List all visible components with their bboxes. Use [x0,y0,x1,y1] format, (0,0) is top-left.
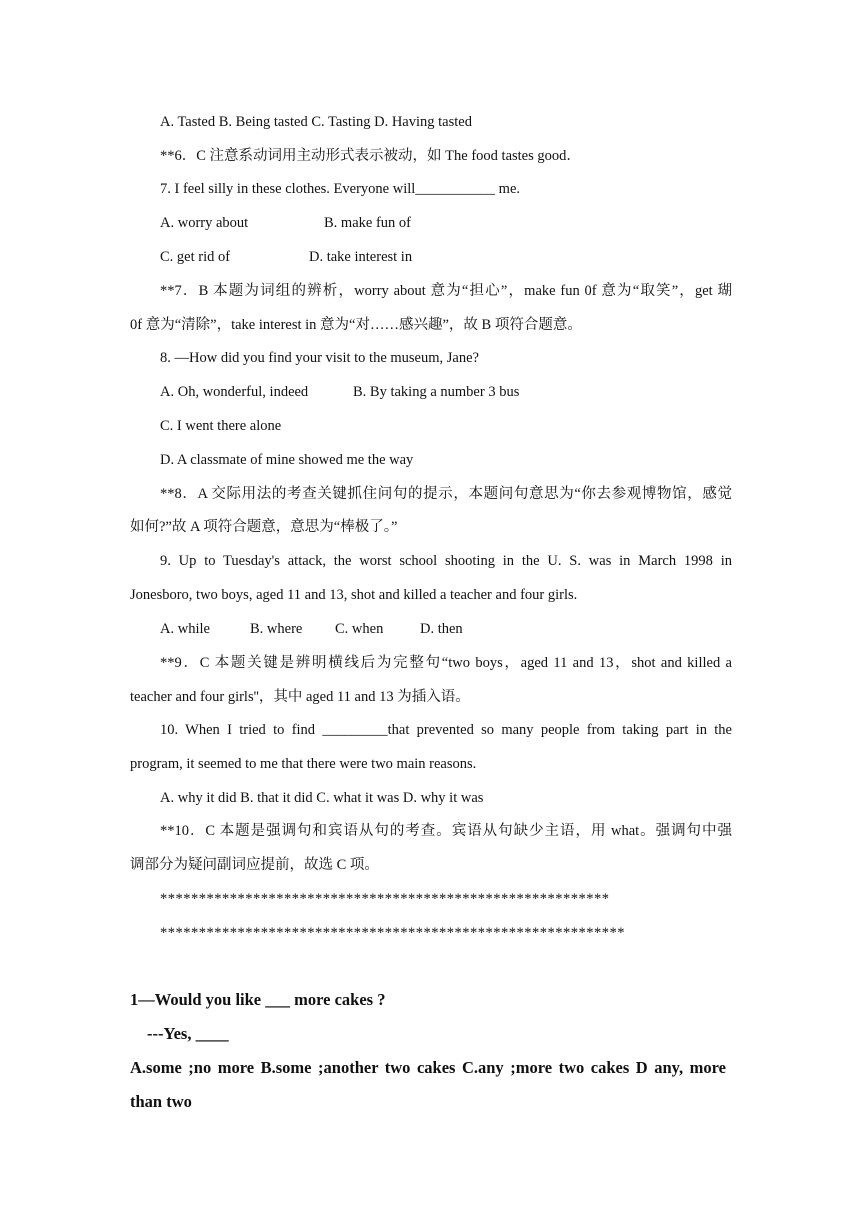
q9-question-line2: Jonesboro, two boys, aged 11 and 13, shot and killed a teacher and four girls. [130,587,578,603]
bold-q1-options-line2: than two [130,1092,192,1111]
q8-question: 8. —How did you find your visit to the museum, Jane? [160,350,479,366]
q10-explanation-line1: **10．C 本题是强调句和宾语从句的考查。宾语从句缺少主语，用 what。强调句中强 [160,823,732,839]
bold-q1-answer-line: ---Yes, ____ [147,1024,229,1043]
q9-option-a: A. while [160,621,210,637]
asterisk-divider-2: ************************************************************ [160,925,625,941]
q7-question: 7. I feel silly in these clothes. Everyone will___________ me. [160,181,521,197]
q9-question-line1: 9. Up to Tuesday's attack, the worst school shooting in the U. S. was in March 1998 in [160,553,732,569]
q10-options: A. why it did B. that it did C. what it was D. why it was [160,790,484,806]
q8-option-c: C. I went there alone [160,418,282,434]
q6-options: A. Tasted B. Being tasted C. Tasting D. Having tasted [160,114,472,130]
bold-q1-options-line1: A.some ;no more B.some ;another two cakes C.any ;more two cakes D any, more [130,1058,726,1077]
q9-option-b: B. where [250,621,303,637]
q7-option-b: B. make fun of [324,215,411,231]
q9-explanation-line2: teacher and four girls''，其中 aged 11 and 13 为插入语。 [130,689,470,705]
q9-explanation-line1: **9．C 本题关键是辨明横线后为完整句“two boys，aged 11 and 13，shot and killed a [160,655,732,671]
q7-explanation-line2: 0f 意为“清除”，take interest in 意为“对……感兴趣”，故 B 项符合题意。 [130,317,582,333]
q6-explanation: **6．C 注意系动词用主动形式表示被动，如 The food tastes good． [160,148,581,164]
q7-explanation-line1: **7．B 本题为词组的辨析，worry about 意为“担心”，make fun 0f 意为“取笑”，get 瑚 [160,283,732,299]
q9-option-d: D. then [420,621,463,637]
q10-question-line1: 10. When I tried to find _________that prevented so many people from taking part in the [160,722,732,738]
q9-option-c: C. when [335,621,384,637]
q7-option-d: D. take interest in [309,249,413,265]
bold-q1-question: 1—Would you like ___ more cakes ? [130,990,386,1009]
q8-explanation-line1: **8．A 交际用法的考查关键抓住问句的提示，本题问句意思为“你去参观博物馆，感觉 [160,486,732,502]
q8-option-b: B. By taking a number 3 bus [353,384,520,400]
q8-explanation-line2: 如何?”故 A 项符合题意，意思为“棒极了。” [130,519,398,535]
q8-option-d: D. A classmate of mine showed me the way [160,452,414,468]
q7-option-a: A. worry about [160,215,249,231]
q7-option-c: C. get rid of [160,249,231,265]
q10-explanation-line2: 调部分为疑问副词应提前，故选 C 项。 [130,857,379,873]
asterisk-divider-1: ********************************************************** [160,891,610,907]
q8-option-a: A. Oh, wonderful, indeed [160,384,309,400]
q10-question-line2: program, it seemed to me that there were two main reasons. [130,756,477,772]
